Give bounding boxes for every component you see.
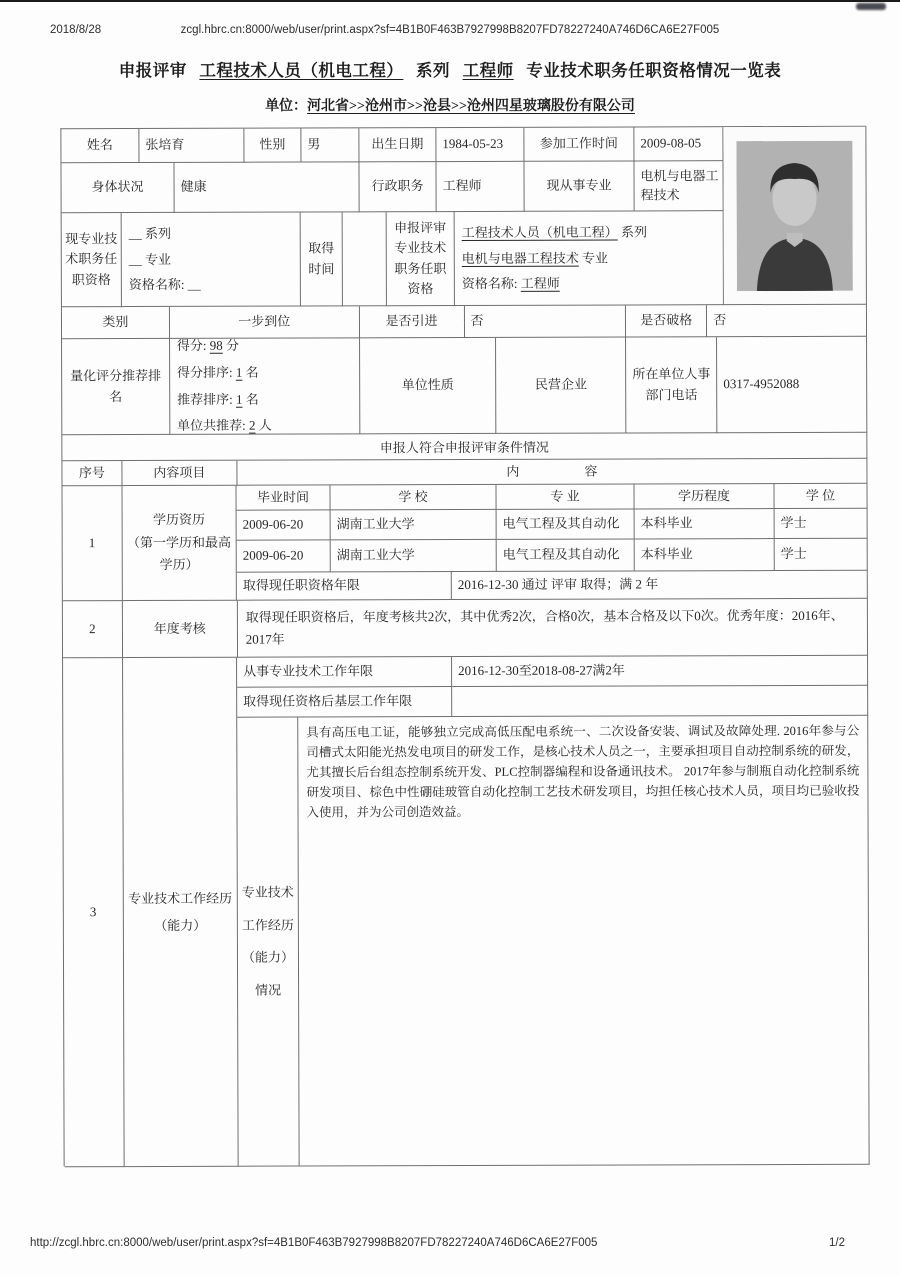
prof-value: 电机与电器工程技术: [634, 161, 723, 211]
unit-value: 河北省>>沧州市>>沧县>>沧州四星玻璃股份有限公司: [307, 99, 635, 114]
col-head-item: 内容项目: [122, 461, 237, 486]
name-label: 姓名: [61, 129, 139, 163]
current-title-label: 现专业技术职务任职资格: [62, 213, 122, 307]
work-years-value: 2016-12-30至2018-08-27满2年: [452, 656, 868, 687]
work-no: 3: [63, 658, 124, 1167]
annual-text: 取得现任职资格后，年度考核共2次，其中优秀2次，合格0次，基本合格及以下0次。优秀年度：2016年、2017年: [238, 599, 868, 658]
edu1-school: 湖南工业大学: [331, 510, 497, 541]
education-record-row: [237, 509, 868, 541]
score-line-recommend: 推荐排序: 1 名: [177, 391, 259, 407]
current-title-value: [122, 213, 301, 308]
base-years-label: 取得现任资格后基层工作年限: [237, 687, 452, 718]
apply-title-major-line: 电机与电器工程技术 专业: [461, 250, 609, 266]
gender-value: 男: [301, 128, 359, 162]
category-value: 一步到位: [170, 306, 360, 339]
score-line-total: 单位共推荐: 2 人: [177, 417, 272, 434]
apply-title-name-line: 资格名称: 工程师: [461, 275, 560, 292]
join-value: 2009-08-05: [634, 127, 723, 161]
education-record-row: [237, 539, 868, 573]
apply-title-series-line: 工程技术人员（机电工程） 系列: [461, 224, 648, 241]
health-value: 健康: [174, 162, 359, 213]
qualification-years-value: 2016-12-30 通过 评审 取得；满 2 年: [452, 571, 868, 600]
work-item-label: 专业技术工作经历（能力）: [123, 658, 239, 1167]
work-experience-block: [63, 656, 870, 1168]
current-title-name: 资格名称: __: [128, 277, 201, 293]
footer-url: http://zcgl.hbrc.cn:8000/web/user/print.aspx?sf=4B1B0F463B7927998B8207FD78227240A746D6CA6E27F005: [30, 1237, 598, 1249]
education-header-row: 毕业时间 学 校 专 业 学历程度 学 位: [236, 484, 867, 511]
edu2-level: 本科毕业: [635, 539, 775, 571]
qualification-years-label: 取得现任职资格年限: [237, 572, 452, 601]
print-footer: [30, 1237, 870, 1249]
conditions-section-title: 申报人符合申报评审条件情况: [62, 433, 867, 462]
current-title-series: __ 系列: [128, 226, 171, 242]
hr-phone-value: 0317-4952088: [717, 337, 867, 433]
apply-title-label: 申报评审专业技术职务任职资格: [387, 212, 455, 306]
portrait-photo-image: [736, 140, 852, 290]
annual-no: 2: [63, 601, 123, 658]
edu1-date: 2009-06-20: [237, 510, 331, 540]
admin-value: 工程师: [436, 162, 524, 212]
edu2-major: 电气工程及其自动化: [497, 539, 635, 571]
import-label: 是否引进: [360, 306, 465, 338]
birth-value: 1984-05-23: [436, 128, 524, 162]
birth-label: 出生日期: [359, 128, 436, 162]
document-title: [0, 57, 900, 81]
annual-label: 年度考核: [123, 601, 238, 658]
exception-label: 是否破格: [626, 305, 707, 337]
education-item-label: 学历资历 （第一学历和最高 学历）: [122, 486, 237, 601]
gender-label: 性别: [244, 129, 301, 163]
unit-line: [0, 95, 900, 115]
edu2-school: 湖南工业大学: [331, 540, 497, 573]
work-description: 具有高压电工证，能够独立完成高低压配电系统一、二次设备安装、调试及故障处理. 2016年参与公司槽式太阳能光热发电项目的研发工作，是核心技术人员之一，主要承担项目自动控制系统的研发，尤其擅长后台组态控制系统开发、PLC控制器编程和设备通讯技术。 2017年参与制瓶自动化控制系统研发项目、棕色中性硼硅玻管自动化控制工艺技术研发项目，均担任核心技术人员，项目均已验收投入使用，并为公司创造效益。: [306, 723, 860, 820]
education-no: 1: [62, 486, 122, 601]
title-series: 工程技术人员（机电工程）: [199, 61, 404, 80]
qualification-form-table: [60, 126, 869, 1167]
hr-phone-label: 所在单位人事部门电话: [626, 337, 717, 433]
exception-value: 否: [707, 305, 867, 338]
page-number: 1/2: [829, 1237, 845, 1249]
col-head-no: 序号: [62, 461, 122, 486]
work-inner-label: 专业技术 工作经历 （能力） 情况: [237, 718, 299, 1167]
unit-label: 单位：: [265, 99, 308, 114]
edu2-date: 2009-06-20: [237, 540, 331, 572]
annual-review-block: [63, 599, 868, 659]
score-detail: [170, 338, 360, 435]
import-value: 否: [464, 305, 626, 338]
acquire-time-label: 取得时间: [301, 212, 343, 306]
score-line-score: 得分: 98 分: [176, 338, 240, 354]
scan-smudge-artifact: [856, 3, 886, 10]
apply-title-value: [455, 211, 724, 306]
education-block: [62, 484, 867, 602]
base-years-value: [452, 686, 868, 717]
prof-label: 现从事专业: [524, 161, 634, 211]
acquire-time-value: [343, 212, 387, 306]
name-value: 张培育: [139, 129, 244, 163]
col-head-content: 内 容: [237, 459, 867, 486]
edu1-level: 本科毕业: [635, 509, 775, 539]
title-prefix: 申报评审: [118, 61, 187, 80]
score-line-rank: 得分排序: 1 名: [176, 364, 259, 380]
print-url: zcgl.hbrc.cn:8000/web/user/print.aspx?sf=4B1B0F463B7927998B8207FD78227240A746D6CA6E27F005: [180, 24, 720, 36]
edu1-degree: 学士: [775, 509, 868, 539]
unit-type-label: 单位性质: [360, 338, 497, 434]
category-label: 类别: [62, 307, 170, 339]
print-date: 2018/8/28: [50, 24, 102, 36]
work-years-label: 从事专业技术工作年限: [237, 657, 452, 688]
edu2-degree: 学士: [775, 539, 868, 571]
unit-type-value: 民营企业: [496, 337, 626, 433]
health-label: 身体状况: [61, 163, 174, 213]
score-label: 量化评分推荐排名: [62, 339, 170, 435]
print-header: [0, 24, 900, 40]
title-rank: 工程师: [462, 61, 514, 80]
join-label: 参加工作时间: [524, 127, 634, 161]
admin-label: 行政职务: [359, 162, 436, 212]
current-title-major: __ 专业: [128, 251, 172, 267]
title-series-suffix: 系列: [416, 61, 450, 80]
title-suffix: 专业技术职务任职资格情况一览表: [526, 61, 782, 80]
scan-edge-artifact: [0, 0, 900, 2]
portrait-photo: [723, 127, 867, 305]
edu1-major: 电气工程及其自动化: [497, 509, 635, 539]
